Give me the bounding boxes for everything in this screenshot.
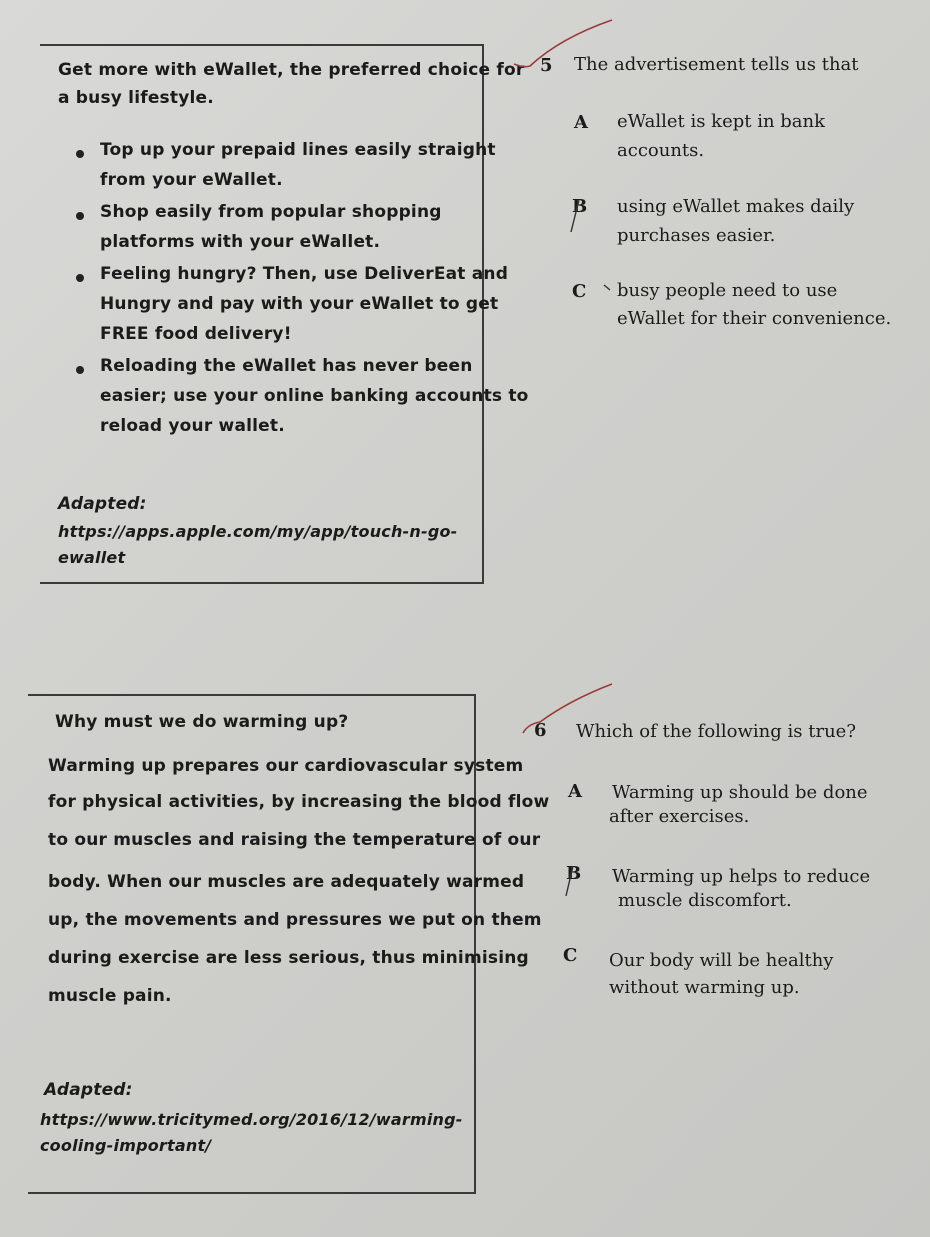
q5-option-c-line1[interactable]: busy people need to use [617, 280, 838, 301]
passage-line-4: body. When our muscles are adequately warmed [48, 872, 525, 892]
ad-bullet-1-line1: Top up your prepaid lines easily straight [100, 140, 496, 160]
ad-bullet-2-line1: Shop easily from popular shopping [100, 202, 442, 222]
ad-bullet-2-line2: platforms with your eWallet. [100, 232, 381, 252]
q6-option-b-letter[interactable]: B [566, 863, 582, 884]
q6-option-c-line2[interactable]: without warming up. [609, 977, 800, 998]
q6-option-b-line1[interactable]: Warming up helps to reduce [612, 866, 871, 887]
bullet-icon [76, 212, 84, 220]
passage-adapted-label: Adapted: [44, 1080, 133, 1100]
q6-option-c-letter[interactable]: C [563, 945, 578, 966]
q6-option-a-line2[interactable]: after exercises. [609, 806, 750, 827]
passage-line-5: up, the movements and pressures we put on them [48, 910, 542, 930]
ad-bullet-4-line3: reload your wallet. [100, 416, 285, 436]
q5-number: 5 [540, 55, 553, 76]
passage-line-1: Warming up prepares our cardiovascular system [48, 756, 524, 776]
q6-option-c-line1[interactable]: Our body will be healthy [609, 950, 834, 971]
ad-bullet-3-line2: Hungry and pay with your eWallet to get [100, 294, 499, 314]
ad-bullet-3-line3: FREE food delivery! [100, 324, 292, 344]
ad-bullet-1-line2: from your eWallet. [100, 170, 283, 190]
ad-bullet-4-line2: easier; use your online banking accounts to [100, 386, 529, 406]
passage-title: Why must we do warming up? [55, 712, 349, 732]
q5-option-c-line2[interactable]: eWallet for their convenience. [617, 308, 892, 329]
ad-bullet-4-line1: Reloading the eWallet has never been [100, 356, 473, 376]
q6-number: 6 [534, 720, 547, 741]
q5-option-b-line1[interactable]: using eWallet makes daily [617, 196, 855, 217]
bullet-icon [76, 150, 84, 158]
q6-option-b-line2[interactable]: muscle discomfort. [618, 890, 792, 911]
q5-option-a-line1[interactable]: eWallet is kept in bank [617, 111, 826, 132]
q5-option-c-pen-mark-icon [604, 285, 610, 290]
passage-line-2: for physical activities, by increasing the blood flow [48, 792, 550, 812]
ad-intro-line1: Get more with eWallet, the preferred choice for [58, 60, 525, 80]
passage-line-6: during exercise are less serious, thus minimising [48, 948, 529, 968]
q5-option-b-letter[interactable]: B [572, 196, 588, 217]
ad-source-url-line2: ewallet [58, 548, 126, 567]
q5-option-c-letter[interactable]: C [572, 281, 587, 302]
ad-adapted-label: Adapted: [58, 494, 147, 514]
bullet-icon [76, 274, 84, 282]
q6-question: Which of the following is true? [576, 721, 856, 742]
passage-source-url-line1: https://www.tricitymed.org/2016/12/warming- [40, 1110, 463, 1129]
q5-option-b-line2[interactable]: purchases easier. [617, 225, 776, 246]
ad-intro-line2: a busy lifestyle. [58, 88, 214, 108]
bullet-icon [76, 366, 84, 374]
passage-source-url-line2: cooling-important/ [40, 1136, 212, 1155]
q5-option-a-letter[interactable]: A [574, 112, 588, 133]
q5-question: The advertisement tells us that [574, 54, 859, 75]
q5-option-a-line2[interactable]: accounts. [617, 140, 705, 161]
q6-option-a-letter[interactable]: A [568, 781, 582, 802]
q6-option-a-line1[interactable]: Warming up should be done [612, 782, 868, 803]
passage-line-7: muscle pain. [48, 986, 172, 1006]
ad-source-url-line1: https://apps.apple.com/my/app/touch-n-go- [58, 522, 458, 541]
passage-line-3: to our muscles and raising the temperature of our [48, 830, 541, 850]
ad-bullet-3-line1: Feeling hungry? Then, use DeliverEat and [100, 264, 509, 284]
